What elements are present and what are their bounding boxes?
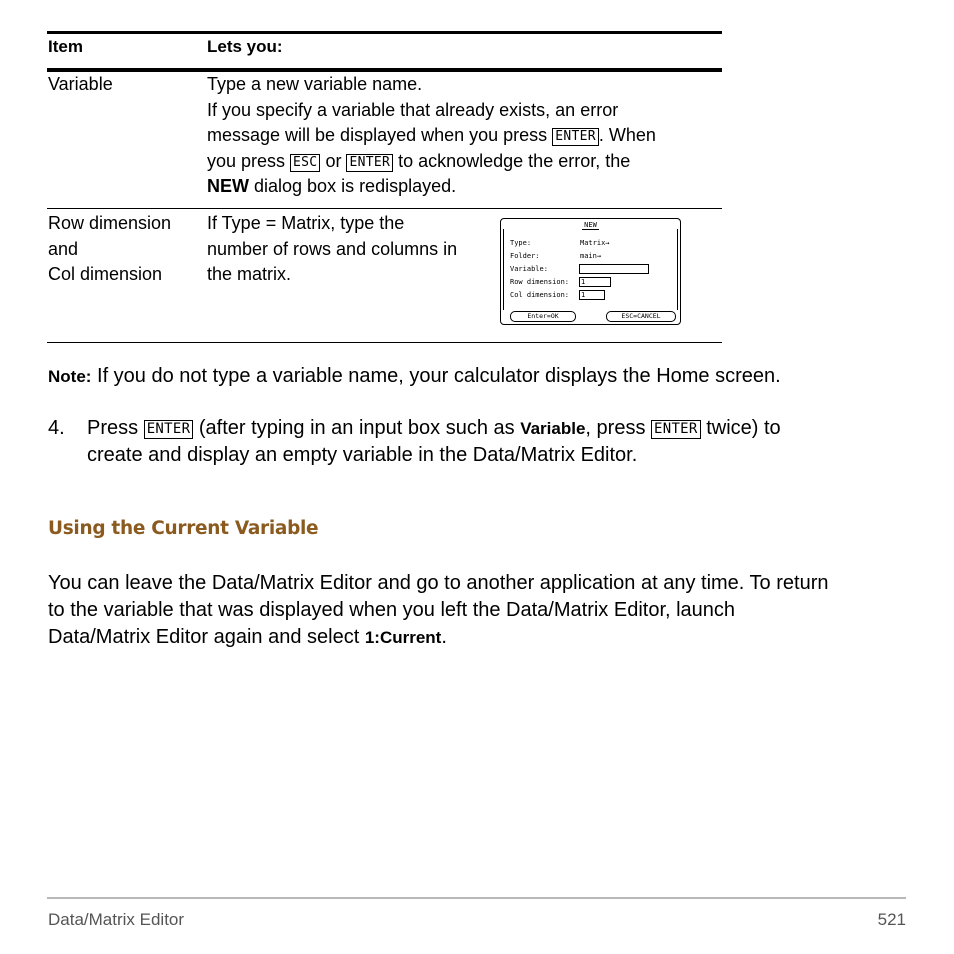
variable-input [579,264,649,274]
item-line: Col dimension [48,264,163,284]
paragraph-line: to the variable that was displayed when you left the Data/Matrix Editor, launch [48,599,736,621]
variable-label: Variable: [510,265,548,273]
page-number: 521 [877,910,906,929]
step-number: 4. [48,417,65,439]
desc-line: number of rows and columns in [207,238,458,259]
type-value: Matrix→ [580,239,610,247]
variable-bold: Variable [520,419,586,438]
paragraph-line: You can leave the Data/Matrix Editor and go to another application at any time. To return [48,572,829,594]
text: dialog box is redisplayed. [249,176,457,196]
note-text: If you do not type a variable name, your calculator displays the Home screen. [91,365,781,387]
new-bold: NEW [207,176,249,196]
note-paragraph [48,363,781,390]
folder-label: Folder: [510,252,540,260]
row-dimension-label: Row dimension: [510,278,570,286]
dialog-right-border [677,229,678,310]
text: . When [598,125,656,145]
row-dimension-item [48,211,171,288]
table-top-rule [47,31,722,34]
item-line: Row dimension [48,213,172,233]
text: Data/Matrix Editor again and select [48,626,365,648]
row-dimension-description [207,211,457,288]
enter-ok-button: Enter=OK [510,311,576,322]
step-4-text [87,415,907,469]
new-dialog-screenshot [500,218,681,325]
desc-line [207,123,717,149]
dialog-title-text: NEW [584,221,597,229]
dialog-title [501,221,680,230]
text: , press [585,417,651,439]
step-line: create and display an empty variable in the Data/Matrix Editor. [87,444,638,466]
desc-line: Type a new variable name. [207,74,423,94]
text: . [441,626,447,648]
desc-line: If Type = Matrix, type the [207,213,405,233]
col-dimension-input: 1 [579,290,605,300]
row-variable-description [207,72,717,200]
paragraph-line [48,624,908,651]
header-lets-you: Lets you: [207,37,283,56]
note-label: Note: [48,367,92,386]
enter-key: ENTER [346,154,393,172]
table-bottom-rule [47,342,722,343]
desc-line: the matrix. [207,264,292,284]
type-label: Type: [510,239,532,247]
footer-title: Data/Matrix Editor [48,910,185,929]
header-item: Item [48,37,83,56]
desc-line [207,149,717,175]
text: Press [87,417,144,439]
step-line [87,415,907,442]
esc-cancel-button: ESC=CANCEL [606,311,676,322]
desc-line: If you specify a variable that already exists, an error [207,99,619,120]
col-dimension-label: Col dimension: [510,291,570,299]
enter-key: ENTER [552,128,599,146]
text: to acknowledge the error, the [393,150,631,171]
section-paragraph [48,570,908,651]
enter-key: ENTER [651,420,701,439]
text: message will be displayed when you press [207,125,553,145]
row-dimension-input: 1 [579,277,611,287]
table-row-rule [47,208,722,209]
text: you press [207,150,291,171]
text: (after typing in an input box such as [193,417,521,439]
current-bold: 1:Current [364,628,442,647]
text: or [320,150,347,171]
folder-value: main→ [580,252,602,260]
enter-key: ENTER [144,420,194,439]
row-variable-item: Variable [48,74,113,94]
text: twice) to [700,417,781,439]
footer-rule [47,897,906,899]
dialog-left-border [503,229,504,310]
section-heading: Using the Current Variable [48,518,319,539]
desc-line [207,174,717,200]
esc-key: ESC [290,154,320,172]
item-line: and [48,238,79,259]
